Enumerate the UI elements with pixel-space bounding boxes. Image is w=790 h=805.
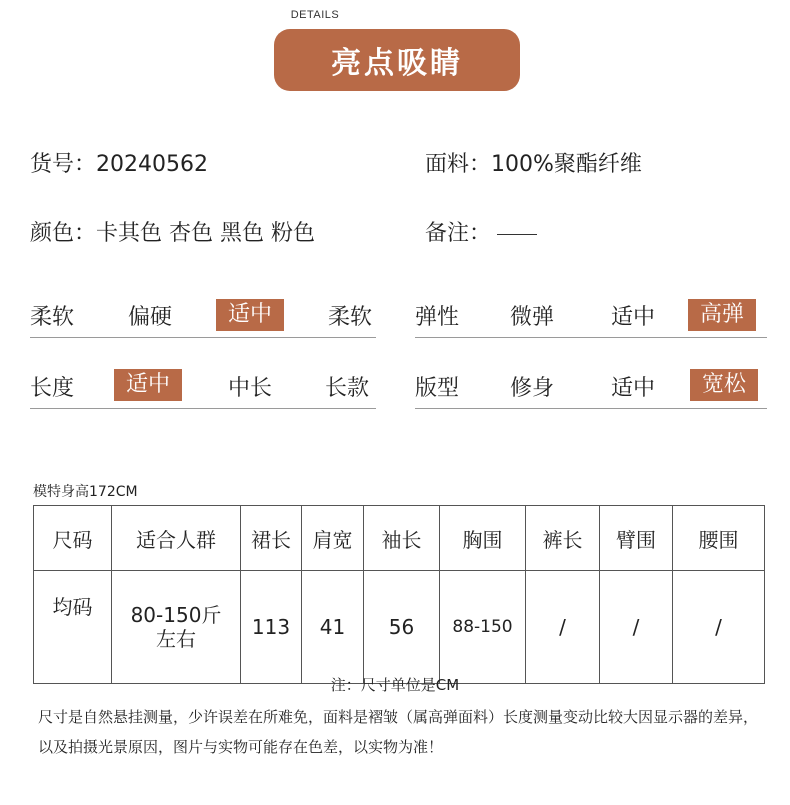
item-number: [30, 147, 208, 178]
attr-length-label: 长度: [30, 376, 75, 401]
attr-elasticity-label: 弹性: [415, 305, 460, 330]
table-header-cell: 尺码: [34, 506, 112, 571]
attr-softness-label: 柔软: [30, 305, 75, 330]
table-cell: 113: [241, 571, 302, 684]
color-values: 卡其色 杏色 黑色 粉色: [96, 221, 315, 246]
attr-fit-option: 适中: [611, 376, 656, 401]
attr-softness-selected: 适中: [216, 299, 284, 331]
table-row: [34, 571, 765, 684]
attr-elasticity-option: 适中: [611, 305, 656, 330]
table-cell: 41: [302, 571, 364, 684]
remark-label: 备注：: [425, 221, 492, 246]
table-header-cell: 臂围: [600, 506, 673, 571]
model-height-note: 模特身高172CM: [33, 484, 138, 500]
table-header-cell: 适合人群: [112, 506, 241, 571]
attr-fit-option: 修身: [510, 376, 555, 401]
divider: [30, 408, 376, 409]
color-info: [30, 216, 315, 247]
color-label: 颜色：: [30, 221, 97, 246]
attr-elasticity-selected: 高弹: [688, 299, 756, 331]
table-cell: /: [526, 571, 600, 684]
size-table: [33, 505, 765, 684]
divider: [30, 337, 376, 338]
remark-info: [425, 216, 537, 247]
table-cell: 56: [364, 571, 440, 684]
table-header-cell: 腰围: [673, 506, 765, 571]
attr-length-selected: 适中: [114, 369, 182, 401]
attr-elasticity-option: 微弹: [510, 305, 555, 330]
table-cell: /: [673, 571, 765, 684]
table-header-row: [34, 506, 765, 571]
title-banner: [274, 29, 520, 91]
item-number-value: 20240562: [96, 152, 208, 177]
attr-length-option: 中长: [228, 376, 273, 401]
table-header-cell: 袖长: [364, 506, 440, 571]
table-cell: 80-150斤 左右: [112, 571, 241, 684]
table-cell: 均码: [34, 571, 112, 684]
attr-softness-option: 偏硬: [128, 305, 173, 330]
fabric-info: [425, 147, 642, 178]
page-title: 亮点吸睛: [331, 46, 463, 81]
details-caption: DETAILS: [290, 9, 340, 21]
table-cell: 88-150: [440, 571, 526, 684]
table-header-cell: 裙长: [241, 506, 302, 571]
table-header-cell: 裤长: [526, 506, 600, 571]
attr-softness-option: 柔软: [328, 305, 373, 330]
unit-note: 注：尺寸单位是CM: [330, 676, 460, 694]
attr-fit-selected: 宽松: [690, 369, 758, 401]
remark-dash: [497, 234, 537, 235]
table-cell: /: [600, 571, 673, 684]
table-header-cell: 胸围: [440, 506, 526, 571]
item-number-label: 货号：: [30, 152, 97, 177]
divider: [415, 337, 767, 338]
fabric-label: 面料：: [425, 152, 492, 177]
attr-length-option: 长款: [325, 376, 370, 401]
attr-fit-label: 版型: [415, 376, 460, 401]
disclaimer-text: 尺寸是自然悬挂测量，少许误差在所难免，面料是褶皱（属高弹面料）长度测量变动比较大因显示器的差异，以及拍摄光景原因，图片与实物可能存在色差，以实物为准！: [38, 708, 759, 756]
table-header-cell: 肩宽: [302, 506, 364, 571]
fabric-value: 100%聚酯纤维: [491, 152, 642, 177]
divider: [415, 408, 767, 409]
